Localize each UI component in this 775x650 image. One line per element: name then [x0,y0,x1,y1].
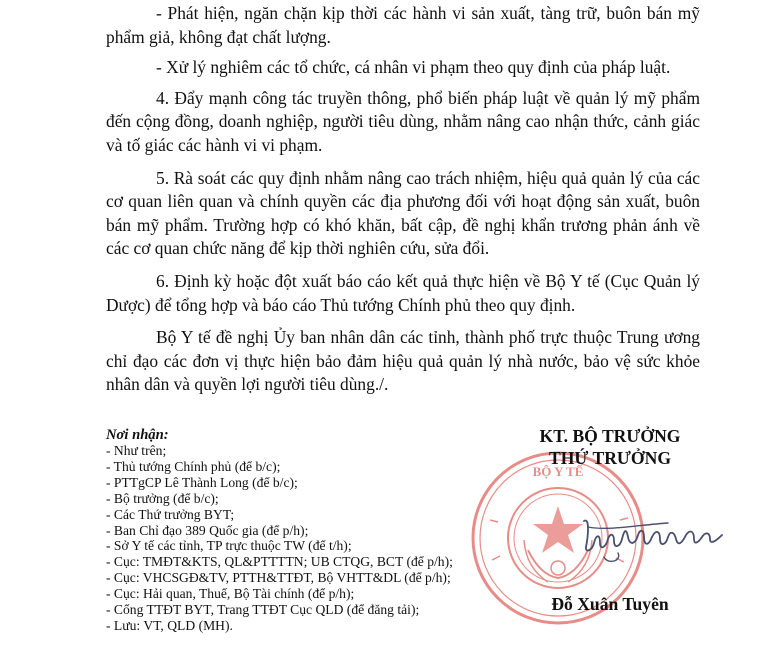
paragraph-item-4: 4. Đẩy mạnh công tác truyền thông, phổ biến pháp luật về quản lý mỹ phẩm đến cộng đồng, doanh nghiệp, người tiêu dùng, nhằm nâng cao nhận thức, cảnh giác và tố giác các hành vi vi phạm. [106,87,700,155]
recipient-item: - Sở Y tế các tỉnh, TP trực thuộc TW (để t/h); [106,538,352,554]
recipient-item: - PTTgCP Lê Thành Long (để b/c); [106,474,298,490]
paragraph-detect-counterfeit: - Phát hiện, ngăn chặn kịp thời các hành vi sản xuất, tàng trữ, buôn bán mỹ phẩm giả, không đạt chất lượng. [106,3,700,47]
recipients-heading: Nơi nhận: [106,427,169,443]
paragraph-closing: Bộ Y tế đề nghị Ủy ban nhân dân các tỉnh, thành phố trực thuộc Trung ương chỉ đạo các đơn vị thực hiện bảo đảm hiệu quả quản lý nhà nước, bảo vệ sức khỏe nhân dân và quyền lợi người tiêu dùng./. [106,327,700,395]
recipient-item: - Ban Chỉ đạo 389 Quốc gia (để p/h); [106,522,309,538]
recipient-item: - Cục: VHCSGĐ&TV, PTTH&TTĐT, Bộ VHTT&DL (để p/h); [106,570,451,586]
signer-name: Đỗ Xuân Tuyên [551,594,669,614]
recipient-item: - Thủ tướng Chính phủ (để b/c); [106,458,281,474]
recipient-item: - Cổng TTĐT BYT, Trang TTĐT Cục QLD (để đăng tải); [106,602,420,618]
paragraph-item-6: 6. Định kỳ hoặc đột xuất báo cáo kết quả thực hiện về Bộ Y tế (Cục Quản lý Dược) để tổng hợp và báo cáo Thủ tướng Chính phủ theo quy định. [106,270,700,315]
seal-text: BỘ Y TẾ [532,464,584,479]
document-body [106,2,700,406]
signature-block [460,423,760,650]
recipient-item: - Bộ trưởng (để b/c); [106,490,219,506]
paragraph-item-5: 5. Rà soát các quy định nhằm nâng cao trách nhiệm, hiệu quả quản lý của các cơ quan liên quan và chính quyền các địa phương đối với hoạt động sản xuất, buôn bán mỹ phẩm. Trường hợp có khó khăn, bất cập, đề nghị khẩn trương phản ánh về các cơ quan chức năng để kịp thời nghiên cứu, sửa đổi. [106,167,700,259]
recipient-item: - Lưu: VT, QLD (MH). [106,617,233,633]
handwritten-signature-icon [578,507,728,567]
recipient-item: - Cục: Hải quan, Thuế, Bộ Tài chính (để p/h); [106,586,355,602]
signer-title-line1: KT. BỘ TRƯỞNG [539,426,681,446]
recipients-list [106,427,496,634]
recipient-item: - Cục: TMĐT&KTS, QL&PTTTTN; UB CTQG, BCT (để p/h); [106,554,453,570]
paragraph-strict-handling: - Xử lý nghiêm các tổ chức, cá nhân vi phạm theo quy định của pháp luật. [156,57,671,78]
recipient-item: - Các Thứ trưởng BYT; [106,506,235,522]
signer-title-line2: THỨ TRƯỞNG [548,448,672,468]
recipient-item: - Như trên; [106,443,167,458]
